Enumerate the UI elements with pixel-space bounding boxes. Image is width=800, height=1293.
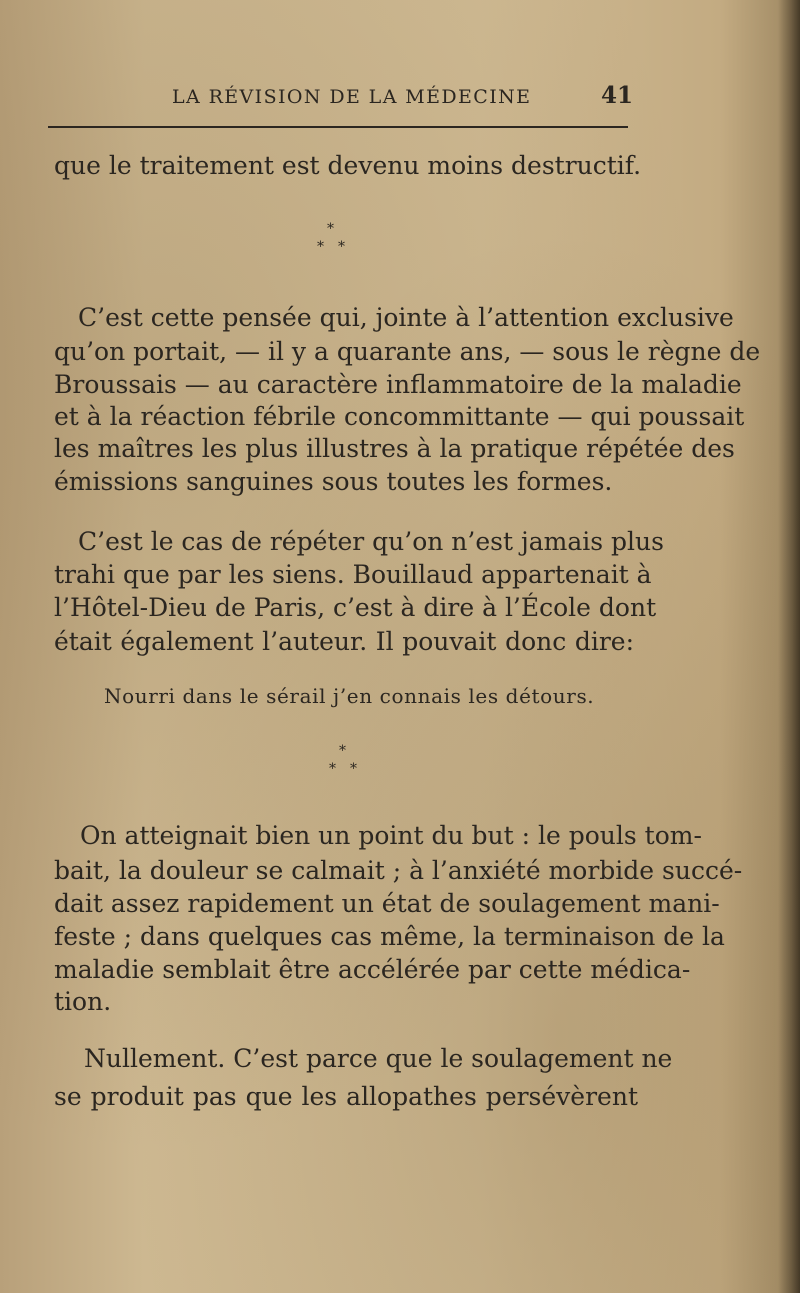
asterism-star: * bbox=[329, 761, 336, 777]
text-line: se produit pas que les allopathes persévèrent bbox=[54, 1082, 638, 1111]
asterism-star: * bbox=[339, 743, 346, 759]
asterism-star: * bbox=[327, 221, 334, 237]
text-line: qu’on portait, — il y a quarante ans, — sous le règne de bbox=[54, 337, 761, 366]
text-line: émissions sanguines sous toutes les formes. bbox=[54, 467, 613, 496]
asterism-separator bbox=[314, 222, 374, 262]
text-line: tion. bbox=[54, 987, 112, 1016]
text-line: l’Hôtel-Dieu de Paris, c’est à dire à l’École dont bbox=[54, 593, 657, 622]
text-line: maladie semblait être accélérée par cette médica- bbox=[54, 955, 691, 984]
text-line: les maîtres les plus illustres à la pratique répétée des bbox=[54, 434, 735, 463]
text-line: et à la réaction fébrile concommittante — qui poussait bbox=[54, 402, 745, 431]
asterism-star: * bbox=[317, 239, 324, 255]
asterism-star: * bbox=[338, 239, 345, 255]
text-line: bait, la douleur se calmait ; à l’anxiété morbide succé- bbox=[54, 856, 743, 885]
asterism-separator bbox=[326, 744, 386, 784]
text-line: dait assez rapidement un état de soulagement mani- bbox=[54, 889, 720, 918]
text-line: trahi que par les siens. Bouillaud appartenait à bbox=[54, 560, 652, 589]
page-gutter-shadow bbox=[778, 0, 800, 1293]
text-line: C’est cette pensée qui, jointe à l’attention exclusive bbox=[78, 303, 734, 332]
asterism-star: * bbox=[350, 761, 357, 777]
verse-quotation: Nourri dans le sérail j’en connais les détours. bbox=[104, 684, 595, 708]
text-line: Broussais — au caractère inflammatoire de la maladie bbox=[54, 370, 742, 399]
text-line: que le traitement est devenu moins destructif. bbox=[54, 151, 642, 180]
header-rule bbox=[48, 126, 628, 128]
page-number: 41 bbox=[601, 82, 634, 109]
text-line: Nullement. C’est parce que le soulagement ne bbox=[84, 1044, 673, 1073]
text-line: était également l’auteur. Il pouvait donc dire: bbox=[54, 627, 634, 656]
text-line: feste ; dans quelques cas même, la terminaison de la bbox=[54, 922, 725, 951]
text-line: C’est le cas de répéter qu’on n’est jamais plus bbox=[78, 527, 664, 556]
text-line: On atteignait bien un point du but : le pouls tom- bbox=[80, 821, 702, 850]
running-head: LA RÉVISION DE LA MÉDECINE bbox=[172, 86, 532, 108]
